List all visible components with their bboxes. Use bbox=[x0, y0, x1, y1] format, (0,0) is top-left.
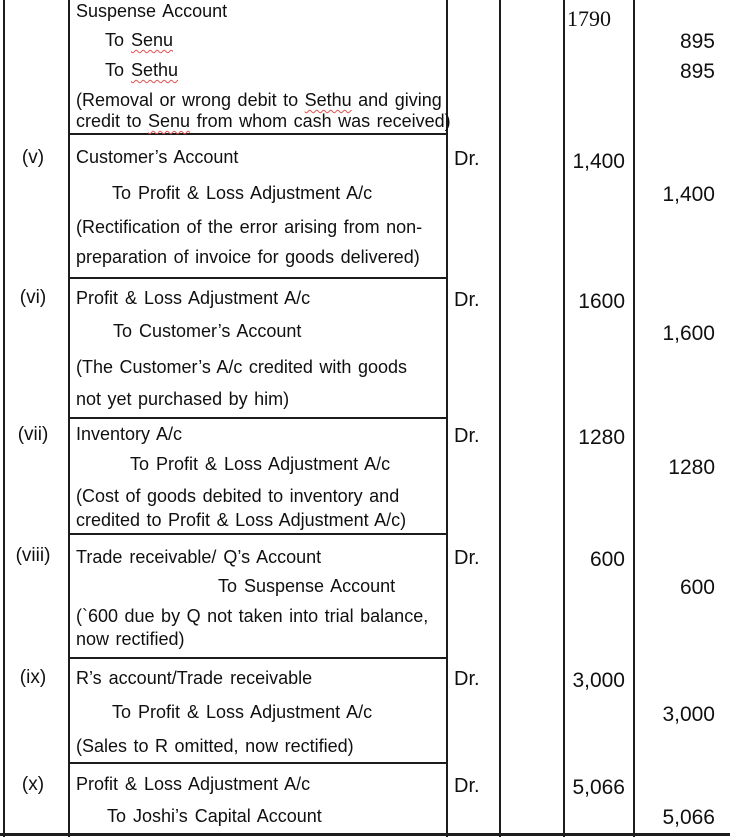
credit-amount: 600 bbox=[679, 576, 715, 599]
misspelled-word: Sethu bbox=[304, 90, 352, 110]
debit-column-divider-line bbox=[633, 0, 635, 837]
credit-account-line: To Joshi’s Capital Account bbox=[107, 806, 322, 826]
account-title: Profit & Loss Adjustment A/c bbox=[76, 774, 311, 794]
credit-account-line bbox=[105, 61, 178, 81]
table-bottom-border-line bbox=[0, 833, 730, 836]
narration-line: (Cost of goods debited to inventory and bbox=[76, 486, 400, 506]
narration-line: now rectified) bbox=[76, 629, 185, 649]
to-prefix: To bbox=[105, 30, 132, 50]
account-title: Trade receivable/ Q’s Account bbox=[76, 547, 322, 567]
credit-amount: 5,066 bbox=[662, 806, 715, 829]
dr-label: Dr. bbox=[454, 547, 480, 569]
lf-column-divider-line bbox=[563, 0, 565, 837]
entry-serial: (v) bbox=[21, 147, 45, 168]
to-prefix: To bbox=[105, 60, 132, 80]
dr-label: Dr. bbox=[454, 668, 480, 690]
debit-amount: 1280 bbox=[578, 426, 625, 449]
account-title: Inventory A/c bbox=[76, 424, 183, 444]
account-title: R’s account/Trade receivable bbox=[76, 668, 313, 688]
credit-account-line: To Suspense Account bbox=[218, 576, 396, 596]
misspelled-word: Senu bbox=[131, 30, 174, 50]
narration-line: (`600 due by Q not taken into trial balance, bbox=[76, 606, 429, 626]
dr-label: Dr. bbox=[454, 775, 480, 797]
credit-account-line: To Profit & Loss Adjustment A/c bbox=[130, 454, 391, 474]
dr-label: Dr. bbox=[454, 289, 480, 311]
debit-amount: 1600 bbox=[578, 290, 625, 313]
entry-divider-line bbox=[68, 417, 448, 419]
dr-column-divider-line bbox=[499, 0, 501, 837]
entry-serial: (x) bbox=[21, 774, 45, 795]
narration-line bbox=[76, 91, 442, 111]
narration-segment: from whom cash was received) bbox=[190, 111, 451, 131]
misspelled-word: Sethu bbox=[131, 60, 179, 80]
narration-line: preparation of invoice for goods delivered) bbox=[76, 247, 420, 267]
narration-line: (Rectification of the error arising from non- bbox=[76, 217, 423, 237]
dr-label: Dr. bbox=[454, 425, 480, 447]
credit-amount: 1,400 bbox=[662, 183, 715, 206]
account-title: Customer’s Account bbox=[76, 147, 239, 167]
narration-line: (The Customer’s A/c credited with goods bbox=[76, 357, 407, 377]
entry-divider-line bbox=[68, 762, 448, 764]
entry-divider-line bbox=[68, 657, 448, 659]
entry-divider-line bbox=[68, 533, 448, 535]
account-title: Suspense Account bbox=[76, 1, 228, 21]
entry-divider-line bbox=[68, 133, 448, 135]
narration-line: (Sales to R omitted, now rectified) bbox=[76, 736, 354, 756]
entry-serial: (vii) bbox=[17, 424, 49, 445]
credit-account-line: To Profit & Loss Adjustment A/c bbox=[112, 702, 373, 722]
debit-amount: 1790 bbox=[567, 6, 611, 31]
debit-amount: 3,000 bbox=[572, 669, 625, 692]
debit-amount: 1,400 bbox=[572, 150, 625, 173]
table-left-border-line bbox=[3, 0, 5, 837]
narration-line: not yet purchased by him) bbox=[76, 389, 290, 409]
entry-divider-line bbox=[68, 277, 448, 279]
entry-serial: (ix) bbox=[19, 667, 47, 688]
credit-amount: 895 bbox=[679, 30, 715, 53]
debit-amount: 600 bbox=[589, 548, 625, 571]
entry-serial: (viii) bbox=[15, 545, 51, 566]
entry-serial: (vi) bbox=[19, 287, 47, 308]
account-title: Profit & Loss Adjustment A/c bbox=[76, 288, 311, 308]
narration-segment: and giving bbox=[351, 90, 442, 110]
dr-label: Dr. bbox=[454, 148, 480, 170]
credit-amount: 1280 bbox=[668, 456, 715, 479]
misspelled-word: Senu bbox=[148, 111, 191, 131]
credit-amount: 895 bbox=[679, 60, 715, 83]
narration-line bbox=[76, 112, 451, 132]
credit-account-line: To Customer’s Account bbox=[113, 321, 302, 341]
credit-account-line: To Profit & Loss Adjustment A/c bbox=[112, 183, 373, 203]
credit-amount: 3,000 bbox=[662, 703, 715, 726]
debit-amount: 5,066 bbox=[572, 776, 625, 799]
narration-segment: (Removal or wrong debit to bbox=[76, 90, 305, 110]
credit-amount: 1,600 bbox=[662, 322, 715, 345]
narration-line: credited to Profit & Loss Adjustment A/c) bbox=[76, 510, 407, 530]
credit-account-line bbox=[105, 31, 173, 51]
narration-segment: credit to bbox=[76, 111, 149, 131]
